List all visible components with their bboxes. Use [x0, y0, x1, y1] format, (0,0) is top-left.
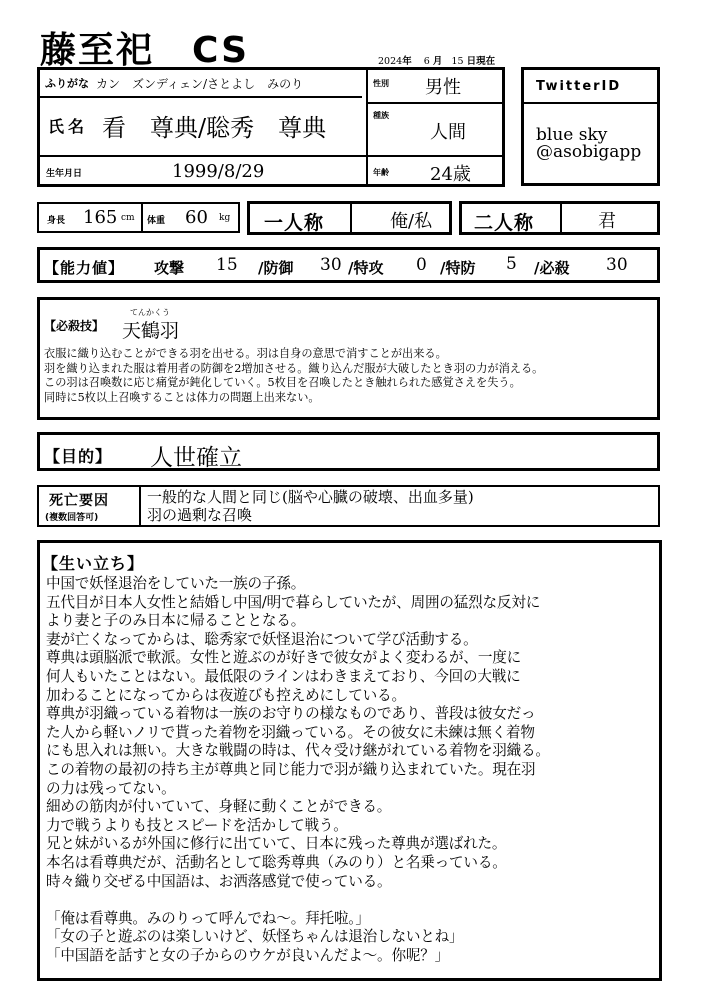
date-stamp: [378, 53, 495, 67]
weight-label: 体重: [147, 216, 166, 226]
name-value: 看 尊典/聡秀 尊典: [102, 114, 327, 142]
twitter-line-2: @asobigapp: [536, 142, 642, 162]
sex-label: 性別: [373, 79, 389, 88]
background-line: より妻と子のみ日本に帰ることとなる。: [46, 612, 306, 630]
birth-value: 1999/8/29: [172, 161, 265, 182]
second-person-label: 二人称: [474, 212, 535, 234]
basic-divider-vertical: [366, 70, 368, 184]
date-day: 15: [451, 56, 464, 67]
name-label: 氏名: [48, 117, 89, 136]
sp-defense-value: 5: [506, 254, 517, 274]
special-move-name: 天鶴羽: [122, 320, 180, 342]
background-quote: 「女の子と遊ぶのは楽しいけど、妖怪ちゃんは退治しないとね」: [46, 928, 464, 946]
twitter-line-1: blue sky: [536, 125, 608, 145]
death-cause-label: 死亡要因: [49, 493, 109, 509]
background-line: 力で戦うよりも技とスピードを活かして戦う。: [46, 816, 348, 834]
body-divider: [141, 204, 143, 231]
special-label: /必殺: [534, 259, 570, 277]
age-label: 年齢: [373, 168, 389, 177]
special-move-label: 【必殺技】: [44, 319, 105, 333]
special-move-reading: てんかくう: [130, 308, 170, 317]
date-day-unit: 日現在: [466, 56, 496, 67]
date-year: 2024: [378, 56, 403, 67]
background-text: [46, 575, 550, 965]
background-box: [37, 540, 662, 981]
stats-label: 【能力値】: [44, 259, 125, 277]
background-line: 細めの筋肉が付いていて、身軽に動くことができる。: [46, 798, 392, 816]
second-person-value: 君: [598, 211, 616, 232]
goal-label: 【目的】: [44, 447, 113, 466]
weight-value: 60: [185, 207, 208, 228]
special-value: 30: [606, 255, 628, 275]
background-line: 五代目が日本人女性と結婚し中国/明で暮らしていたが、周囲の猛烈な反対に: [46, 593, 541, 611]
goal-box: [37, 432, 660, 471]
death-cause-line: 羽の過剰な召喚: [147, 506, 253, 524]
first-person-divider: [350, 204, 352, 232]
special-move-line: 同時に5枚以上召喚することは体力の問題上出来ない。: [44, 390, 320, 404]
background-line: た人から軽いノリで貰った着物を羽織っている。その彼女に未練は無く着物: [46, 723, 535, 741]
background-quote: 「俺は看尊典。みのりって呼んでね～。拜托啦。」: [46, 909, 370, 927]
death-cause-box: [37, 485, 660, 527]
date-month: 6: [423, 56, 430, 67]
background-line: 尊典は頭脳派で軟派。女性と遊ぶのが好きで彼女がよく変わるが、一度に: [46, 649, 521, 667]
basic-divider-3: [366, 102, 502, 104]
background-line: にも思入れは無い。大きな戦闘の時は、代々受け継がれている着物を羽織る。: [46, 742, 550, 760]
first-person-value: 俺/私: [390, 211, 433, 232]
background-line: 加わることになってからは夜遊びも控えめにしている。: [46, 686, 406, 704]
defense-value: 30: [320, 255, 342, 275]
sp-attack-value: 0: [416, 255, 427, 275]
stats-box: [37, 247, 660, 283]
background-line: 時々織り交ぜる中国語は、お洒落感覚で使っている。: [46, 872, 392, 890]
special-move-line: この羽は召喚数に応じ痛覚が鈍化していく。5枚目を召喚したとき触れられた感覚さえを失う。: [44, 376, 521, 389]
background-line: この着物の最初の持ち主が尊典と同じ能力で羽が織り込まれていた。現在羽: [46, 760, 536, 778]
background-line: 中国で妖怪退治をしていた一族の子孫。: [46, 575, 306, 592]
second-person-box: [459, 201, 660, 235]
special-move-description: [44, 347, 543, 405]
furigana-label: ふりがな: [45, 77, 89, 90]
background-quote: 「中国語を話すと女の子からのウケが良いんだよ～。你呢？」: [46, 946, 450, 964]
weight-unit: kg: [219, 213, 231, 223]
defense-label: /防御: [258, 259, 294, 277]
background-line: 兄と妹がいるが外国に修行に出ていて、日本に残った尊典が選ばれた。: [46, 835, 507, 853]
furigana-value: カン ズンディェン/さとよし みのり: [96, 77, 304, 91]
second-person-divider: [560, 204, 562, 232]
age-value: 24歳: [430, 164, 471, 185]
basic-divider-2: [40, 155, 502, 157]
height-unit: cm: [121, 213, 135, 223]
death-cause-line: 一般的な人間と同じ(脳や心臓の破壊、出血多量): [147, 488, 474, 506]
basic-info-box: [37, 67, 505, 187]
race-label: 種族: [373, 111, 389, 120]
background-line: 本名は看尊典だが、活動名として聡秀尊典（みのり）と名乗っている。: [46, 853, 507, 871]
special-move-line: 衣服に織り込むことができる羽を出せる。羽は自身の意思で消すことが出来る。: [44, 347, 447, 360]
sp-attack-label: /特攻: [348, 259, 384, 277]
background-line: 妻が亡くなってからは、聡秀家で妖怪退治について学び活動する。: [46, 630, 478, 648]
special-move-box: [37, 297, 660, 420]
first-person-label: 一人称: [264, 212, 325, 234]
birth-label: 生年月日: [46, 169, 83, 179]
race-value: 人間: [430, 122, 466, 143]
background-label: 【生い立ち】: [42, 554, 145, 573]
goal-value: 人世確立: [150, 445, 242, 471]
height-value: 165: [83, 207, 118, 228]
background-line-blank: [46, 891, 550, 910]
death-cause-divider: [139, 487, 141, 525]
body-size-box: [37, 202, 240, 233]
background-line: の力は残ってない。: [46, 779, 176, 797]
background-line: 何人もいたことはない。最低限のラインはわきまえており、今回の大戦に: [46, 667, 521, 685]
background-line: 尊典が羽織っている着物は一族のお守りの様なものであり、普段は彼女だっ: [46, 705, 536, 723]
special-move-line: 羽を織り込まれた服は着用者の防御を2増加させる。織り込んだ服が大破したとき羽の力が消える。: [44, 361, 544, 375]
attack-value: 15: [216, 255, 238, 275]
death-cause-sublabel: (複数回答可): [45, 513, 99, 523]
height-label: 身長: [47, 216, 66, 226]
twitter-divider: [524, 102, 657, 104]
date-year-unit: 年: [402, 56, 412, 67]
attack-label: 攻撃: [154, 259, 185, 277]
twitter-label: TwitterID: [536, 79, 622, 94]
basic-divider-1: [40, 96, 362, 98]
sp-defense-label: /特防: [440, 259, 476, 277]
twitter-box: [521, 67, 660, 186]
first-person-box: [247, 201, 452, 235]
date-month-unit: 月: [432, 56, 443, 67]
character-name-title: 藤至祀 CS: [40, 30, 250, 71]
sex-value: 男性: [425, 77, 461, 98]
